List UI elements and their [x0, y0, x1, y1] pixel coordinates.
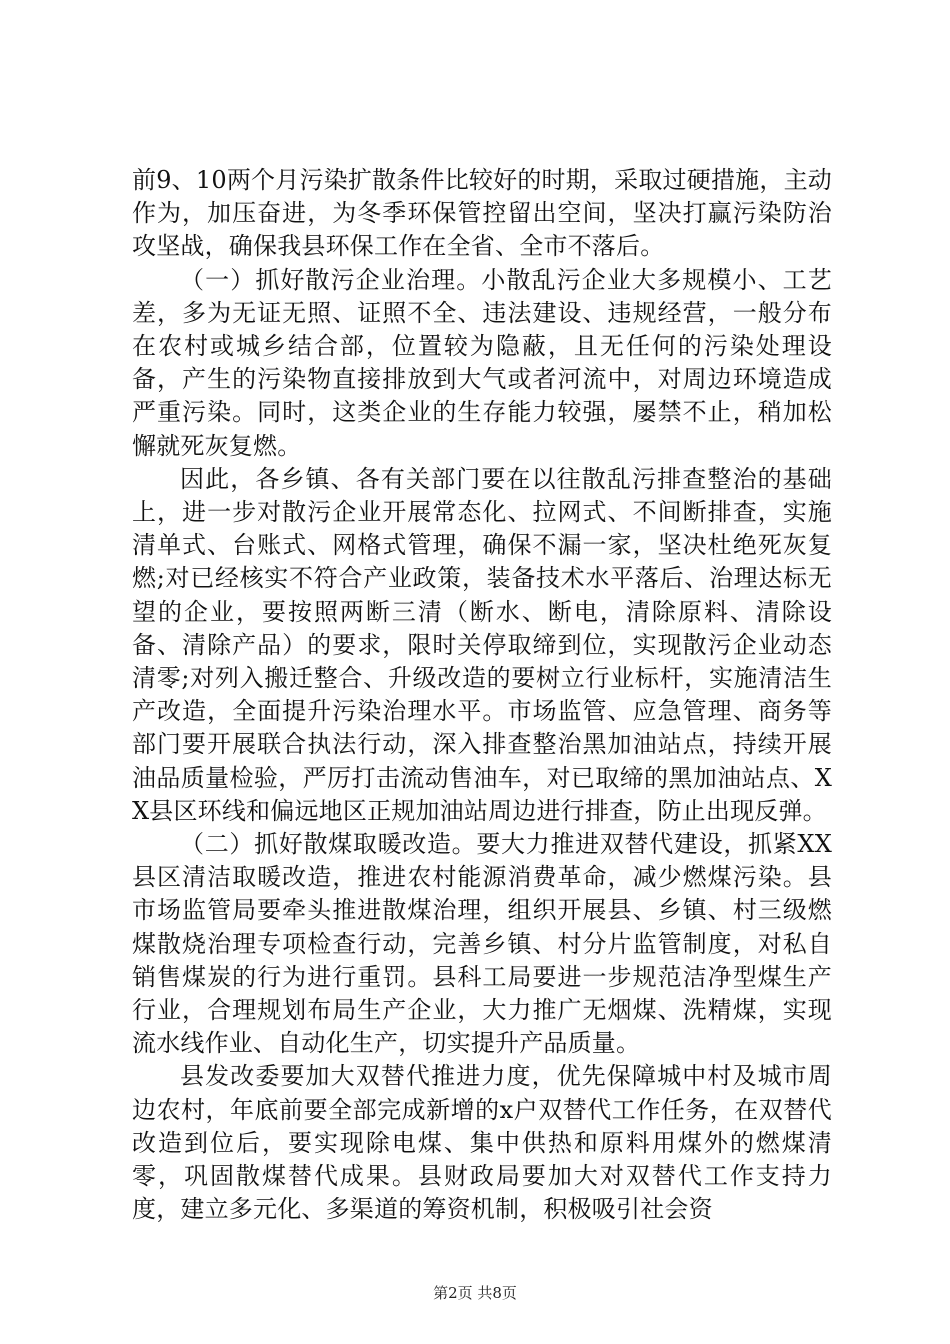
page-number-footer: 第2页 共8页 — [433, 1284, 517, 1302]
paragraph-continuation: 前9、10两个月污染扩散条件比较好的时期，采取过硬措施，主动作为，加压奋进，为冬季环保管控留出空间，坚决打赢污染防治攻坚战，确保我县环保工作在全省、全市不落后。 — [132, 166, 832, 261]
paragraph-dual-replacement: 县发改委要加大双替代推进力度，优先保障城中村及城市周边农村，年底前要全部完成新增的x户双替代工作任务，在双替代改造到位后，要实现除电煤、集中供热和原料用煤外的燃煤清零，巩固散煤替代成果。县财政局要加大对双替代工作支持力度，建立多元化、多渠道的筹资机制，积极吸引社会资 — [132, 1062, 832, 1224]
paragraph-section-two: （二）抓好散煤取暖改造。要大力推进双替代建设，抓紧XX县区清洁取暖改造，推进农村能源消费革命，减少燃煤污染。县市场监管局要牵头推进散煤治理，组织开展县、乡镇、村三级燃煤散烧治理专项检查行动，完善乡镇、村分片监管制度，对私自销售煤炭的行为进行重罚。县科工局要进一步规范洁净型煤生产行业，合理规划布局生产企业，大力推广无烟煤、洗精煤，实现流水线作业、自动化生产，切实提升产品质量。 — [132, 830, 832, 1058]
paragraph-measures: 因此，各乡镇、各有关部门要在以往散乱污排查整治的基础上，进一步对散污企业开展常态化、拉网式、不间断排查，实施清单式、台账式、网格式管理，确保不漏一家，坚决杜绝死灰复燃;对已经核实不符合产业政策，装备技术水平落后、治理达标无望的企业，要按照两断三清（断水、断电，清除原料、清除设备、清除产品）的要求，限时关停取缔到位，实现散污企业动态清零;对列入搬迁整合、升级改造的要树立行业标杆，实施清洁生产改造，全面提升污染治理水平。市场监管、应急管理、商务等部门要开展联合执法行动，深入排查整治黑加油站点，持续开展油品质量检验，严厉打击流动售油车，对已取缔的黑加油站点、XX县区环线和偏远地区正规加油站周边进行排查，防止出现反弹。 — [132, 464, 832, 825]
document-body — [132, 164, 832, 1227]
paragraph-section-one: （一）抓好散污企业治理。小散乱污企业大多规模小、工艺差，多为无证无照、证照不全、违法建设、违规经营，一般分布在农村或城乡结合部，位置较为隐蔽，且无任何的污染处理设备，产生的污染物直接排放到大气或者河流中，对周边环境造成严重污染。同时，这类企业的生存能力较强，屡禁不止，稍加松懈就死灰复燃。 — [132, 265, 832, 460]
